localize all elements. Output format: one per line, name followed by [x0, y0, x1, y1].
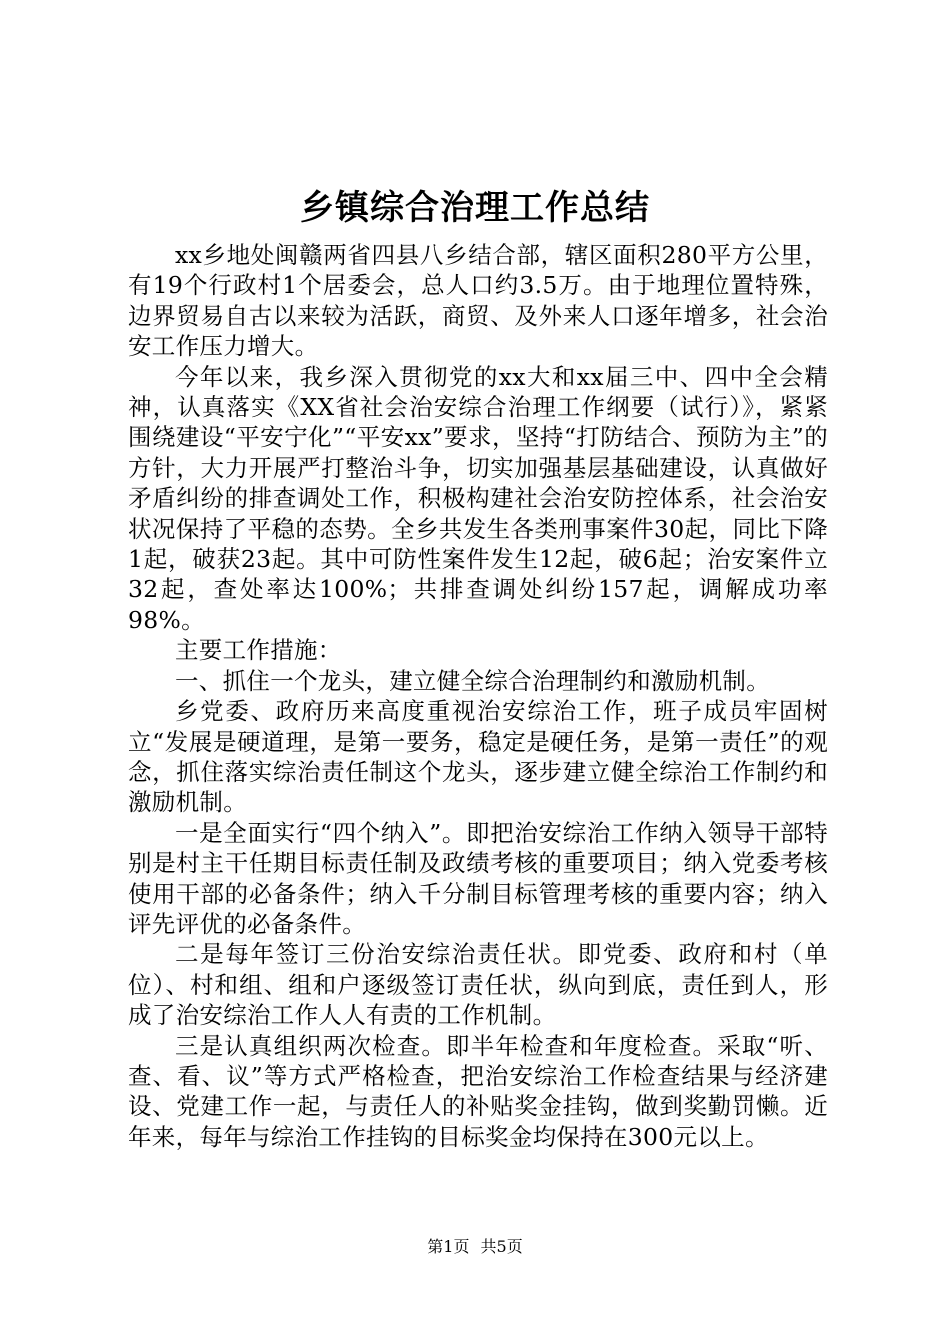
paragraph: 三是认真组织两次检查。即半年检查和年度检查。采取“听、查、看、议”等方式严格检查，把治安综治工作检查结果与经济建设、党建工作一起，与责任人的补贴奖金挂钩，做到奖勤罚懒。近年来，每年与综治工作挂钩的目标奖金均保持在300元以上。	[128, 1031, 828, 1151]
paragraph: 二是每年签订三份治安综治责任状。即党委、政府和村（单位）、村和组、组和户逐级签订责任状，纵向到底，责任到人，形成了治安综治工作人人有责的工作机制。	[128, 940, 828, 1030]
page-number: 第1页	[427, 1237, 470, 1256]
document-body	[128, 240, 828, 1152]
page-total: 共5页	[480, 1237, 523, 1256]
section-heading: 一、抓住一个龙头，建立健全综合治理制约和激励机制。	[175, 666, 770, 695]
paragraph: 主要工作措施：	[175, 636, 342, 665]
page-footer	[0, 1236, 950, 1258]
document-title: 乡镇综合治理工作总结	[300, 188, 650, 228]
paragraph: xx乡地处闽赣两省四县八乡结合部，辖区面积280平方公里，有19个行政村1个居委会，总人口约3.5万。由于地理位置特殊，边界贸易自古以来较为活跃，商贸、及外来人口逐年增多，社会治安工作压力增大。	[128, 241, 828, 361]
paragraph: 今年以来，我乡深入贯彻党的xx大和xx届三中、四中全会精神，认真落实《XX省社会治安综合治理工作纲要（试行）》，紧紧围绕建设“平安宁化”“平安xx”要求，坚持“打防结合、预防为主”的方针，大力开展严打整治斗争，切实加强基层基础建设，认真做好矛盾纠纷的排查调处工作，积极构建社会治安防控体系，社会治安状况保持了平稳的态势。全乡共发生各类刑事案件30起，同比下降1起，破获23起。其中可防性案件发生12起，破6起；治安案件立32起，查处率达100%；共排查调处纠纷157起，调解成功率98%。	[128, 362, 828, 634]
paragraph: 一是全面实行“四个纳入”。即把治安综治工作纳入领导干部特别是村主干任期目标责任制及政绩考核的重要项目；纳入党委考核使用干部的必备条件；纳入千分制目标管理考核的重要内容；纳入评先评优的必备条件。	[128, 818, 828, 938]
paragraph: 乡党委、政府历来高度重视治安综治工作，班子成员牢固树立“发展是硬道理，是第一要务，稳定是硬任务，是第一责任”的观念，抓住落实综治责任制这个龙头，逐步建立健全综治工作制约和激励机制。	[128, 697, 828, 817]
